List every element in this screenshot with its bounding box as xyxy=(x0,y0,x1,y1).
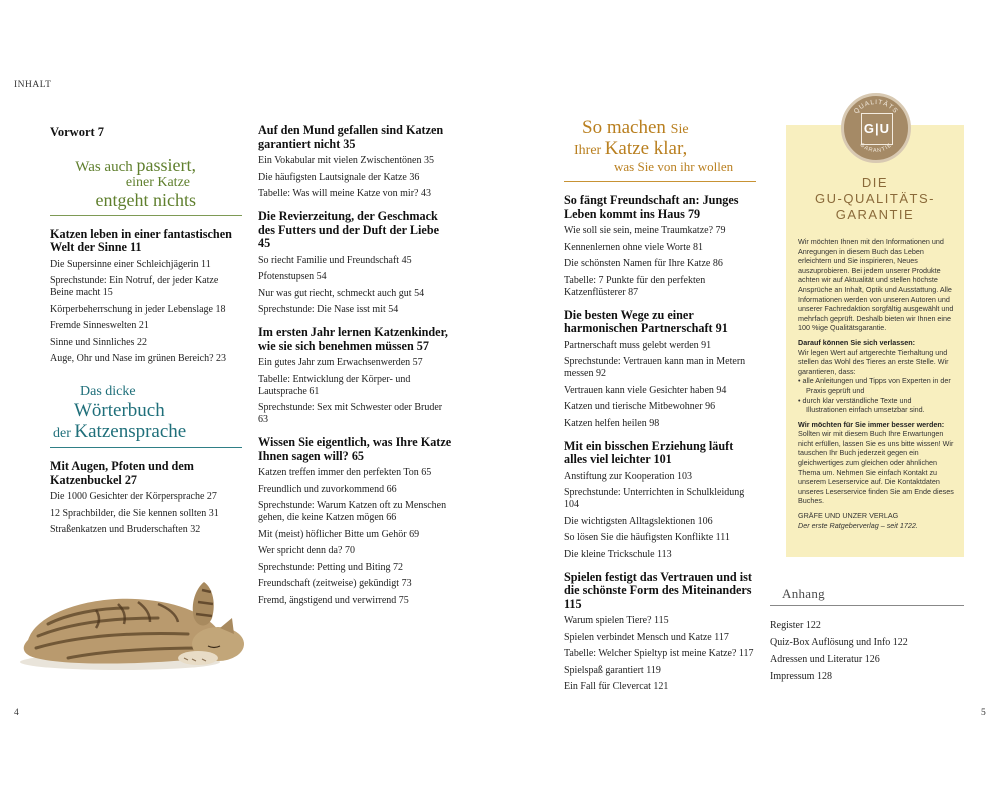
publisher-name: GRÄFE UND UNZER VERLAG xyxy=(798,511,899,521)
callout2-line3a: der xyxy=(53,426,75,441)
callout-woerterbuch xyxy=(50,384,187,442)
divider-teal xyxy=(50,447,242,448)
toc-item[interactable]: Fremde Sinneswelten 21 xyxy=(50,320,149,331)
garantie-bullet: • alle Anleitungen und Tipps von Experten in der Praxis geprüft und xyxy=(798,376,951,395)
callout-was-auch-passiert xyxy=(50,156,196,209)
section-title: Im ersten Jahr lernen Katzenkinder, wie sie sich benehmen müssen xyxy=(258,325,448,353)
toc-item[interactable]: Adressen und Literatur 126 xyxy=(770,654,880,665)
toc-item[interactable]: Warum spielen Tiere? 115 xyxy=(564,615,669,626)
page-label: INHALT xyxy=(14,80,52,90)
section-page: 115 xyxy=(564,596,582,611)
toc-item[interactable]: Die wichtigsten Alltagslektionen 106 xyxy=(564,515,713,527)
divider-gold xyxy=(564,181,756,182)
callout3-line3: was Sie von ihr wollen xyxy=(614,159,734,174)
garantie-bullet: • durch klar verständliche Texte und Illustrationen einfach umsetzbar sind. xyxy=(798,395,925,415)
toc-column-3 xyxy=(564,118,756,703)
toc-item[interactable]: Fremd, ängstigend und verwirrend 75 xyxy=(258,594,409,606)
toc-item[interactable]: Tabelle: Was will meine Katze von mir? 43 xyxy=(258,188,431,199)
toc-section xyxy=(564,571,756,694)
toc-item[interactable]: Anstiftung zur Kooperation 103 xyxy=(564,470,693,482)
divider-grey xyxy=(770,605,964,606)
callout1-line3: entgeht nichts xyxy=(95,189,196,210)
section-page: 79 xyxy=(687,206,701,221)
toc-section xyxy=(564,194,756,299)
callout-so-machen-sie xyxy=(564,118,756,173)
garantie-paragraph-2: Wir legen Wert auf artgerechte Tierhaltung und stellen das Wohl des Tieres an erste Stelle. Wir garantieren, dass: xyxy=(798,347,949,376)
page-number-right: 5 xyxy=(981,708,986,718)
section-title: Mit ein bisschen Erziehung läuft alles viel leichter xyxy=(564,438,734,466)
toc-section-augen-pfoten xyxy=(50,460,242,536)
garantie-title-line2: GU-QUALITÄTS- xyxy=(815,191,935,206)
garantie-paragraph-1: Wir möchten Ihnen mit den Informationen und Anregungen in diesem Buch das Leben erleichtern und Sie inspirieren, Neues auszuprobieren. Bei jedem unserer Produkte achten wir auf Aktualität und stellen höchste Ansprüche an Inhalt, Optik und Ausstattung. Alle Informationen werden von unseren Autoren und unserer Fachredaktion sorgfältig ausgewählt und mehrfach geprüft. Deshalb bieten wir Ihnen eine 100 %ige Qualitätsgarantie. xyxy=(798,237,954,333)
toc-item[interactable]: Spielen verbindet Mensch und Katze 117 xyxy=(564,631,729,643)
section-page: 91 xyxy=(715,321,728,335)
garantie-heading-3: Wir möchten für Sie immer besser werden: xyxy=(798,419,945,429)
section-page: 57 xyxy=(416,338,429,353)
callout1-line2: einer Katze xyxy=(125,174,190,190)
section-title: Katzen leben in einer fantastischen Welt der Sinne xyxy=(50,226,232,254)
seal-bottom-text: GARANTIE xyxy=(858,141,894,155)
gu-garantie-box xyxy=(786,125,964,557)
callout2-line1b: dicke xyxy=(105,384,136,399)
section-title: Auf den Mund gefallen sind Katzen garantiert nicht xyxy=(258,123,444,151)
section-title: Die besten Wege zu einer harmonischen Partnerschaft xyxy=(564,307,713,335)
toc-item[interactable]: Partnerschaft muss gelebt werden 91 xyxy=(564,339,712,351)
toc-item[interactable]: Tabelle: Entwicklung der Körper- und Lautsprache 61 xyxy=(258,373,411,397)
section-heading[interactable] xyxy=(258,124,453,151)
garantie-paragraph-3: Sollten wir mit diesem Buch Ihre Erwartungen nicht erfüllen, lassen Sie es uns bitte wissen! Wir tauschen Ihr Buch jederzeit gegen ein gleichwertiges zum gleichen oder ähnlichen Thema um. Nehmen Sie einfach Kontakt zu unserem Leserservice auf. Die Kontaktdaten unseres Leserservice finden Sie am Ende dieses Buches. xyxy=(798,429,954,506)
section-heading[interactable] xyxy=(564,571,756,612)
seal-top-text: QUALITÄTS xyxy=(852,98,900,116)
section-page: 11 xyxy=(130,240,142,254)
toc-item[interactable]: Mit (meist) höflicher Bitte um Gehör 69 xyxy=(258,528,420,540)
toc-item[interactable]: Wie soll sie sein, meine Traumkatze? 79 xyxy=(564,225,726,236)
toc-item[interactable]: Freundlich und zuvorkommend 66 xyxy=(258,483,397,495)
divider-green xyxy=(50,215,242,216)
toc-item[interactable]: Katzen treffen immer den perfekten Ton 65 xyxy=(258,467,432,478)
toc-item[interactable]: Sprechstunde: Die Nase isst mit 54 xyxy=(258,304,399,315)
section-title: Spielen festigt das Vertrauen und ist die schönste Form des Miteinanders xyxy=(564,569,752,597)
vorwort-title: Vorwort xyxy=(50,125,95,139)
toc-section xyxy=(258,436,453,607)
toc-item[interactable]: Spielspaß garantiert 119 xyxy=(564,664,661,676)
toc-item[interactable]: Sprechstunde: Warum Katzen oft zu Menschen gehen, die keine Katzen mögen 66 xyxy=(258,500,447,523)
callout3-line1a: So machen xyxy=(582,117,671,138)
garantie-title-line3: GARANTIE xyxy=(835,207,915,222)
toc-item[interactable]: Wer spricht denn da? 70 xyxy=(258,545,355,556)
section-title: So fängt Freundschaft an: Junges Leben kommt ins Haus xyxy=(564,193,739,221)
section-heading[interactable] xyxy=(258,210,453,251)
toc-item[interactable]: Kennenlernen ohne viele Worte 81 xyxy=(564,241,703,253)
section-title: Wissen Sie eigentlich, was Ihre Katze Ihnen sagen will? xyxy=(258,435,452,463)
toc-item[interactable]: Die schönsten Namen für Ihre Katze 86 xyxy=(564,258,723,269)
toc-item[interactable]: Katzen und tierische Mitbewohner 96 xyxy=(564,401,716,412)
toc-item[interactable]: Sprechstunde: Unterrichten in Schulkleidung 104 xyxy=(564,487,745,510)
toc-item[interactable]: Körperbeherrschung in jeder Lebenslage 18 xyxy=(50,303,226,315)
section-heading[interactable] xyxy=(50,228,242,255)
toc-item[interactable]: Pfotenstupsen 54 xyxy=(258,271,327,282)
toc-item[interactable]: So riecht Familie und Freundschaft 45 xyxy=(258,254,412,266)
toc-column-1 xyxy=(50,126,242,546)
toc-column-2 xyxy=(258,124,453,617)
sleeping-cat-illustration xyxy=(8,574,248,674)
toc-item[interactable]: Die kleine Trickschule 113 xyxy=(564,548,672,560)
section-heading[interactable] xyxy=(564,440,756,467)
toc-item[interactable]: Sprechstunde: Vertrauen kann man in Metern messen 92 xyxy=(564,356,746,379)
section-heading[interactable] xyxy=(50,460,242,487)
vorwort-page: 7 xyxy=(97,125,105,139)
toc-item[interactable]: So lösen Sie die häufigsten Konflikte 111 xyxy=(564,532,730,543)
toc-item[interactable]: Die Supersinne einer Schleichjägerin 11 xyxy=(50,258,211,270)
callout2-line1a: Das xyxy=(80,384,106,399)
anhang-section xyxy=(770,586,964,688)
section-page: 101 xyxy=(653,452,672,466)
toc-section xyxy=(258,124,453,200)
toc-item[interactable]: Ein gutes Jahr zum Erwachsenwerden 57 xyxy=(258,357,423,368)
toc-item[interactable]: Tabelle: Welcher Spieltyp ist meine Katze? 117 xyxy=(564,648,754,659)
toc-section xyxy=(258,326,453,426)
section-heading[interactable] xyxy=(258,326,453,353)
toc-item[interactable]: Impressum 128 xyxy=(770,671,832,682)
toc-item[interactable]: Straßenkatzen und Bruderschaften 32 xyxy=(50,524,201,535)
callout1-line1b: passiert, xyxy=(136,154,196,175)
garantie-text-block xyxy=(798,237,954,530)
section-page: 27 xyxy=(124,472,138,487)
section-page: 35 xyxy=(343,136,356,151)
callout3-line2a: Ihrer xyxy=(574,143,605,158)
garantie-title xyxy=(786,175,964,223)
callout1-line1a: Was auch xyxy=(75,158,137,175)
toc-item[interactable]: Vertrauen kann viele Gesichter haben 94 xyxy=(564,384,727,396)
section-page: 45 xyxy=(258,236,271,250)
toc-item[interactable]: Tabelle: 7 Punkte für den perfekten Katzenflüsterer 87 xyxy=(564,274,706,298)
section-heading[interactable] xyxy=(258,436,453,463)
toc-item[interactable]: Die 1000 Gesichter der Körpersprache 27 xyxy=(50,491,217,502)
toc-item[interactable]: Sprechstunde: Ein Notruf, der jeder Katze Beine macht 15 xyxy=(50,275,219,298)
toc-item[interactable]: Quiz-Box Auflösung und Info 122 xyxy=(770,637,908,648)
garantie-title-line1: DIE xyxy=(861,175,889,190)
section-title: Mit Augen, Pfoten und dem Katzenbuckel xyxy=(50,459,194,487)
toc-item[interactable]: Auge, Ohr und Nase im grünen Bereich? 23 xyxy=(50,353,227,364)
anhang-title: Anhang xyxy=(782,586,825,601)
toc-item[interactable]: Sinne und Sinnliches 22 xyxy=(50,336,147,348)
page-number-left: 4 xyxy=(14,708,19,718)
toc-item[interactable]: 12 Sprachbilder, die Sie kennen sollten 31 xyxy=(50,507,219,519)
toc-item[interactable]: Nur was gut riecht, schmeckt auch gut 54 xyxy=(258,287,425,299)
toc-section xyxy=(564,440,756,561)
section-heading[interactable] xyxy=(564,194,756,221)
callout2-line3b: Katzensprache xyxy=(74,421,187,442)
callout3-line1b: Sie xyxy=(670,122,689,137)
toc-item[interactable]: Die häufigsten Lautsignale der Katze 36 xyxy=(258,171,420,183)
toc-item[interactable]: Ein Vokabular mit vielen Zwischentönen 35 xyxy=(258,155,434,166)
toc-item[interactable]: Katzen helfen heilen 98 xyxy=(564,417,660,429)
toc-item[interactable]: Freundschaft (zeitweise) gekündigt 73 xyxy=(258,578,412,589)
publisher-tagline: Der erste Ratgeberverlag – seit 1722. xyxy=(798,520,918,530)
section-heading[interactable] xyxy=(564,309,756,336)
toc-item[interactable]: Register 122 xyxy=(770,620,821,631)
toc-section-sinne xyxy=(50,228,242,366)
toc-section xyxy=(258,210,453,316)
toc-entry-vorwort[interactable] xyxy=(50,126,242,140)
garantie-heading-2: Darauf können Sie sich verlassen: xyxy=(798,337,916,347)
toc-item[interactable]: Sprechstunde: Sex mit Schwester oder Bruder 63 xyxy=(258,402,443,425)
toc-item[interactable]: Ein Fall für Clevercat 121 xyxy=(564,681,669,692)
section-title: Die Revierzeitung, der Geschmack des Futters und der Duft der Liebe xyxy=(258,209,440,237)
gu-quality-seal xyxy=(841,93,911,163)
toc-section xyxy=(564,309,756,430)
toc-item[interactable]: Sprechstunde: Petting und Biting 72 xyxy=(258,561,403,573)
callout3-line2b: Katze klar, xyxy=(604,138,688,159)
seal-letters: G|U xyxy=(861,113,893,145)
section-page: 65 xyxy=(351,448,364,463)
callout2-line2: Wörterbuch xyxy=(74,400,165,421)
